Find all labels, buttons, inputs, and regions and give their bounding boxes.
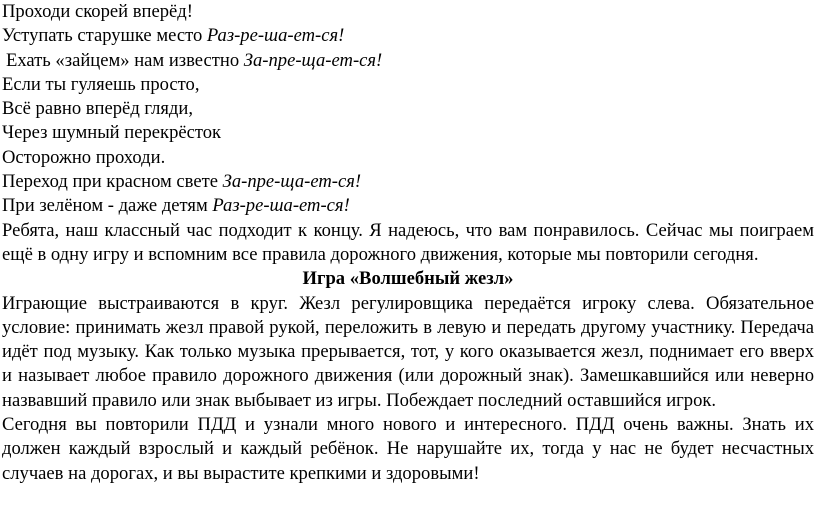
poem-line-2-text: Уступать старушке место: [2, 25, 207, 47]
poem-line-6: [2, 121, 814, 145]
poem-line-8-text: Переход при красном свете: [2, 171, 223, 193]
poem-line-3-refrain: За-пре-ща-ет-ся!: [243, 49, 383, 71]
poem-line-4-text: Если ты гуляешь просто,: [2, 73, 200, 95]
poem-line-4: [2, 73, 814, 97]
poem-line-7: [2, 146, 814, 170]
poem-line-8-refrain: За-пре-ща-ет-ся!: [222, 171, 362, 193]
poem-line-1-text: Проходи скорей вперёд!: [2, 1, 193, 22]
paragraph-closing-intro: Ребята, наш классный час подходит к концу. Я надеюсь, что вам понравилось. Сейчас мы поиграем ещё в одну игру и вспомним все правила дорожного движения, которые мы повторили сегодня.: [2, 219, 814, 265]
poem-line-3-text: Ехать «зайцем» нам известно: [6, 49, 244, 71]
poem-line-9-refrain: Раз-ре-ша-ет-ся!: [212, 195, 350, 217]
document-page: [2, 0, 814, 486]
poem-line-5-text: Всё равно вперёд гляди,: [2, 98, 193, 120]
poem-line-3: [2, 49, 814, 73]
poem-line-6-text: Через шумный перекрёсток: [2, 122, 222, 144]
poem-line-9-text: При зелёном - даже детям: [2, 195, 213, 217]
poem-line-9: [2, 194, 814, 218]
paragraph-game-rules: Играющие выстраиваются в круг. Жезл регулировщика передаётся игроку слева. Обязательное условие: принимать жезл правой рукой, переложить в левую и передать другому участнику. Передача идёт под музыку. Как только музыка прерывается, тот, у кого оказывается жезл, поднимает его вверх и называет любое правило дорожного движения (или дорожный знак). Замешкавшийся или неверно назвавший правило или знак выбывает из игры. Побеждает последний оставшийся игрок.: [2, 292, 814, 411]
poem-line-1: [2, 0, 814, 24]
paragraph-conclusion: Сегодня вы повторили ПДД и узнали много нового и интересного. ПДД очень важны. Знать их должен каждый взрослый и каждый ребёнок. Не нарушайте их, тогда у нас не будет несчастных случаев на дорогах, и вы вырастите крепкими и здоровыми!: [2, 414, 814, 484]
poem-line-2: [2, 24, 814, 48]
poem-line-7-text: Осторожно проходи.: [2, 146, 166, 168]
poem-line-2-refrain: Раз-ре-ша-ет-ся!: [206, 25, 345, 47]
poem-line-5: [2, 97, 814, 121]
game-title: Игра «Волшебный жезл»: [302, 268, 514, 290]
poem-line-8: [2, 170, 814, 194]
